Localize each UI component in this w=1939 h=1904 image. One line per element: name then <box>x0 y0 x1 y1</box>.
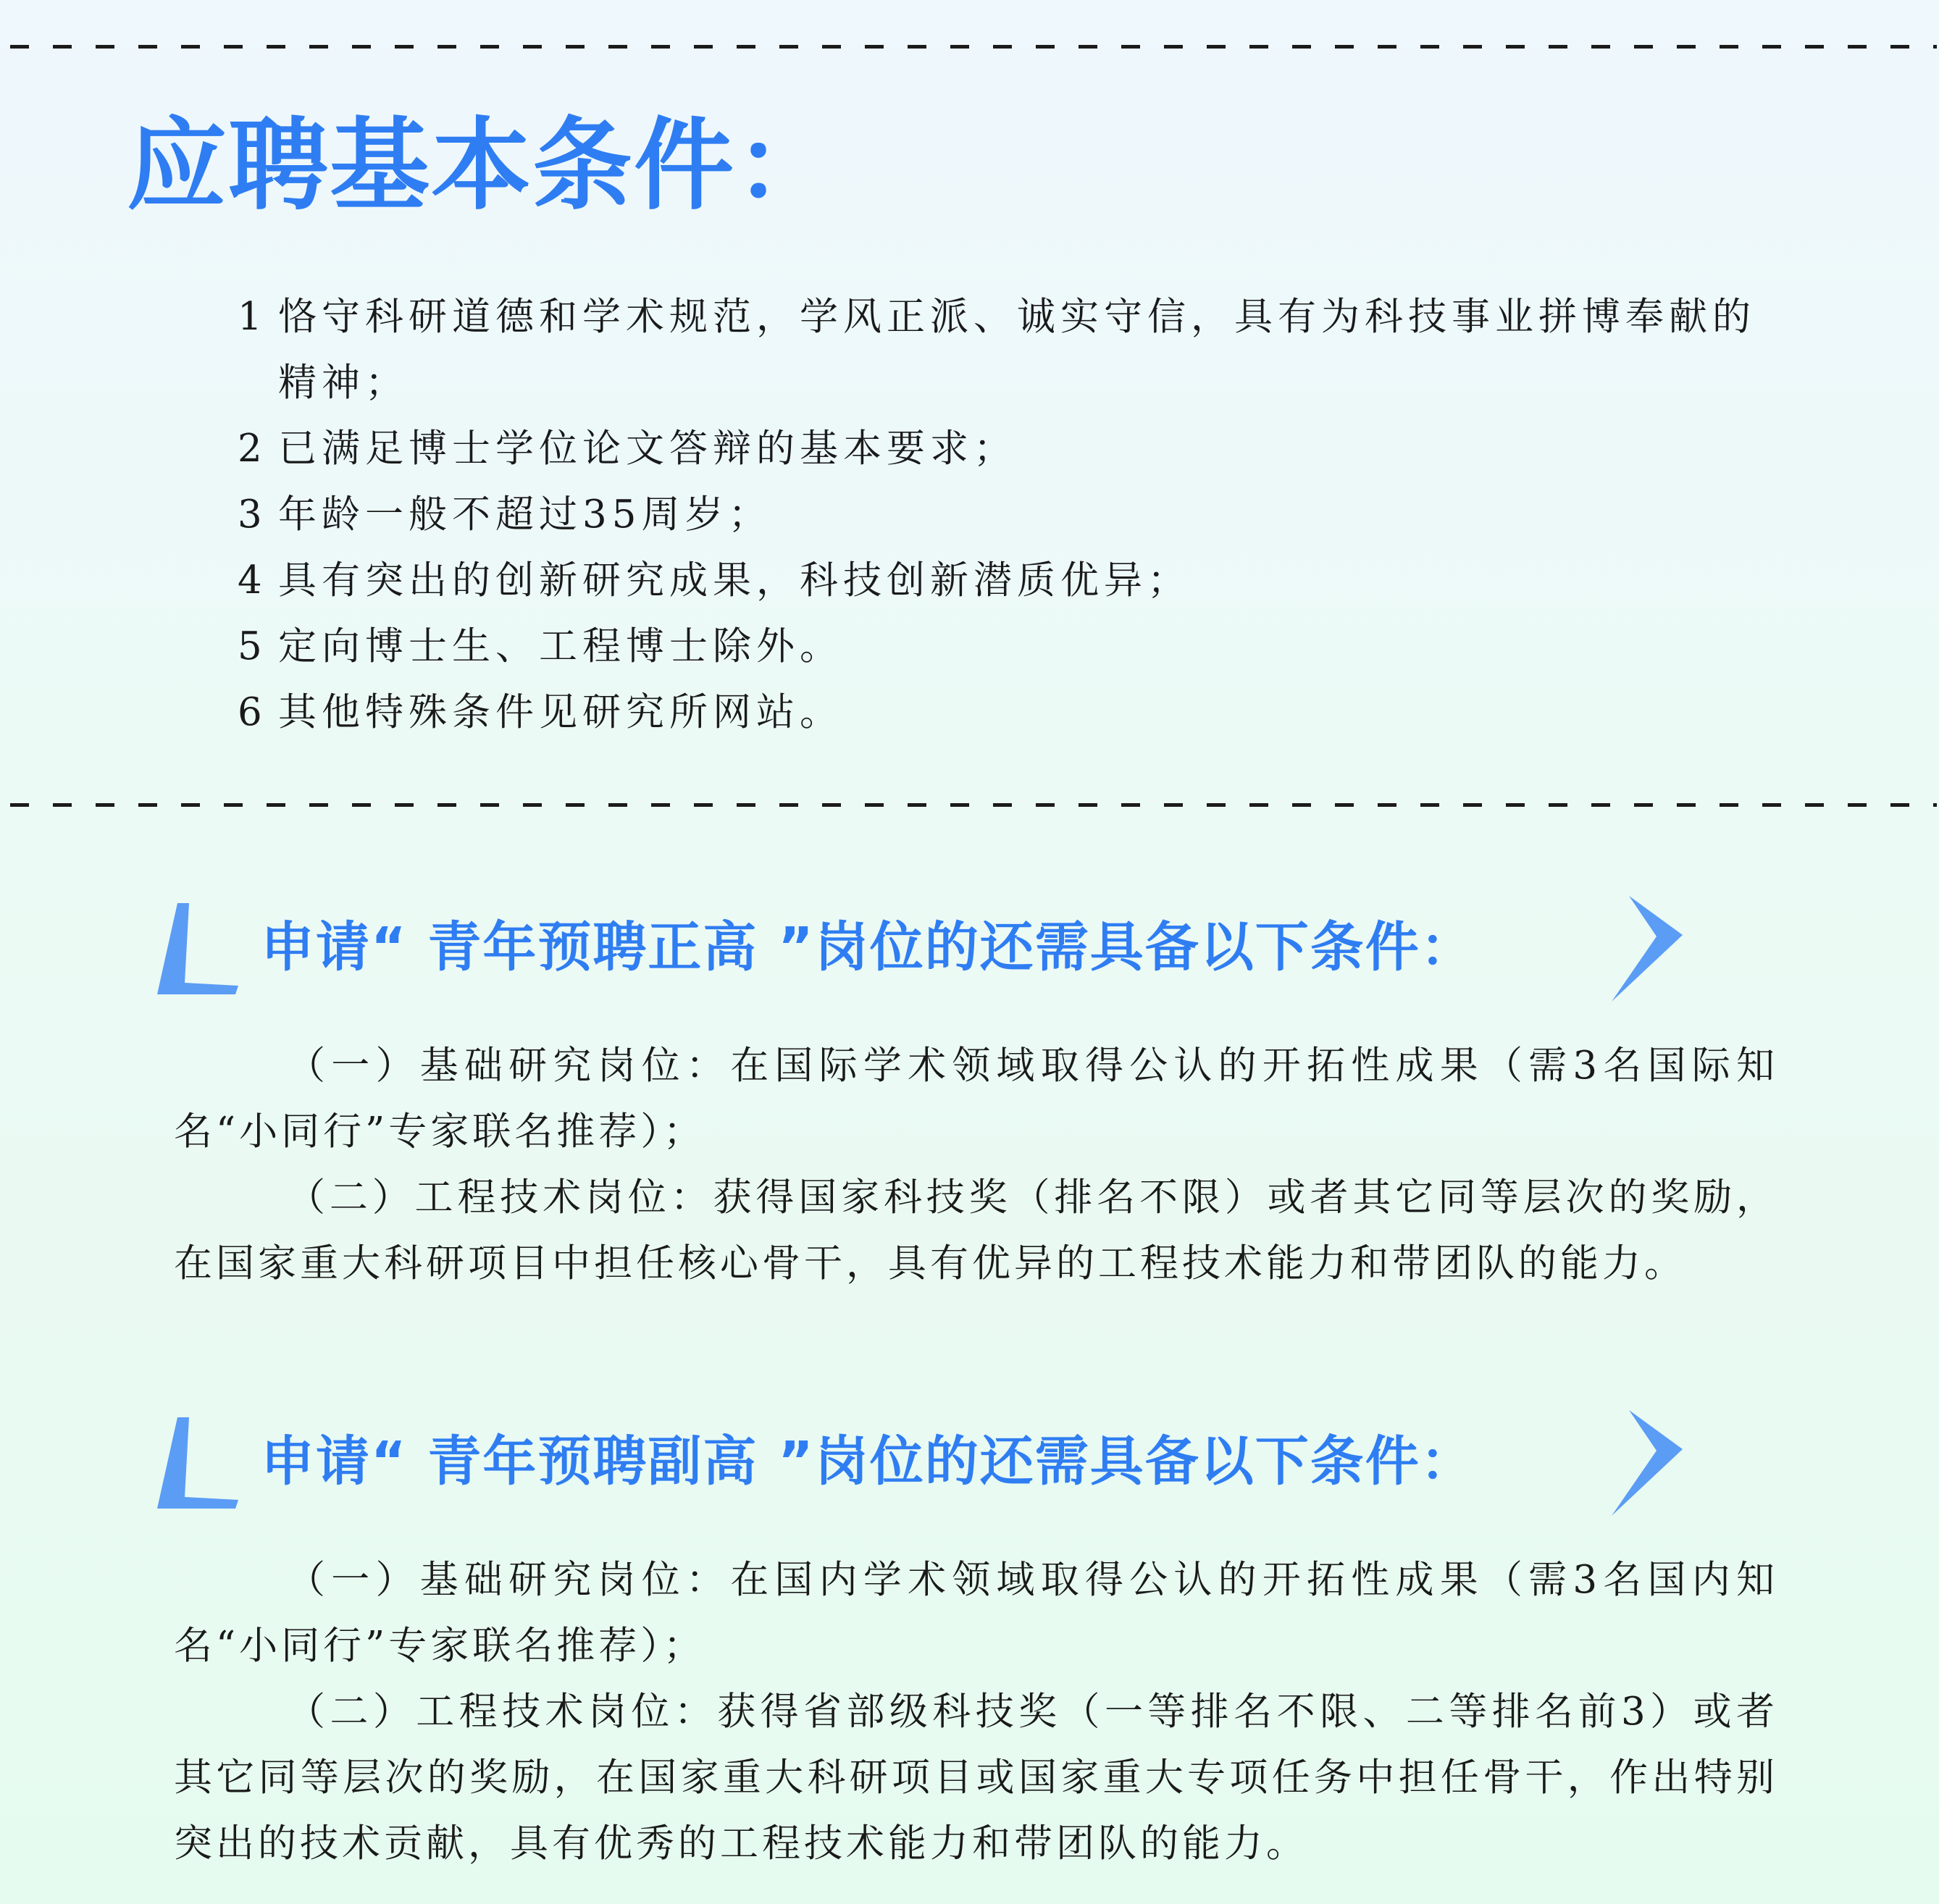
senior-engineering-paragraph: （二）工程技术岗位：获得国家科技奖（排名不限）或者其它同等层次的奖励，在国家重大科研项目中担任核心骨干，具有优异的工程技术能力和带团队的能力。 <box>174 1175 1778 1286</box>
associate-section-title: 申请“ 青年预聘副高 ”岗位的还需具备以下条件： <box>261 1430 1475 1493</box>
basic-conditions-list <box>238 284 1788 745</box>
dashed-divider-middle <box>10 803 1937 807</box>
chevron-right-icon <box>1604 1409 1684 1517</box>
associate-engineering-paragraph: （二）工程技术岗位：获得省部级科技奖（一等排名不限、二等排名前3）或者其它同等层次的奖励，在国家重大科研项目或国家重大专项任务中担任骨干，作出特别突出的技术贡献，具有优秀的工程技术能力和带团队的能力。 <box>174 1690 1778 1866</box>
list-item-number: 5 <box>238 624 267 668</box>
list-item <box>238 613 1788 679</box>
list-item-number: 2 <box>238 427 267 471</box>
list-item <box>238 482 1788 548</box>
associate-section-body <box>174 1547 1778 1876</box>
list-item-number: 6 <box>238 690 267 734</box>
dashed-divider-top <box>10 45 1937 49</box>
list-item-text: 定向博士生、工程博士除外。 <box>278 624 843 668</box>
list-item-text: 恪守科研道德和学术规范，学风正派、诚实守信，具有为科技事业拼博奉献的精神； <box>278 295 1756 405</box>
associate-basic-research-paragraph: （一）基础研究岗位：在国内学术领域取得公认的开拓性成果（需3名国内知名“小同行”专家联名推荐）； <box>174 1558 1778 1668</box>
list-item-number: 1 <box>238 295 267 339</box>
list-item-number: 3 <box>238 492 267 537</box>
list-item <box>238 416 1788 482</box>
list-item-text: 其他特殊条件见研究所网站。 <box>278 690 843 734</box>
list-item-text: 年龄一般不超过35周岁； <box>278 492 772 537</box>
associate-section-header <box>156 1409 1713 1532</box>
senior-section-header <box>156 894 1713 1018</box>
list-item <box>238 284 1788 416</box>
chevron-right-icon <box>1604 894 1684 1003</box>
list-item <box>238 679 1788 745</box>
senior-section-title: 申请“ 青年预聘正高 ”岗位的还需具备以下条件： <box>261 916 1475 978</box>
senior-section-body <box>174 1033 1778 1296</box>
basic-conditions-title: 应聘基本条件： <box>127 107 837 224</box>
list-item-number: 4 <box>238 558 267 603</box>
list-item-text: 具有突出的创新研究成果，科技创新潜质优异； <box>278 558 1191 603</box>
corner-bracket-icon <box>156 1416 241 1510</box>
list-item-text: 已满足博士学位论文答辩的基本要求； <box>278 427 1017 471</box>
corner-bracket-icon <box>156 902 241 996</box>
list-item <box>238 548 1788 613</box>
senior-basic-research-paragraph: （一）基础研究岗位：在国际学术领域取得公认的开拓性成果（需3名国际知名“小同行”专家联名推荐）； <box>174 1044 1778 1154</box>
